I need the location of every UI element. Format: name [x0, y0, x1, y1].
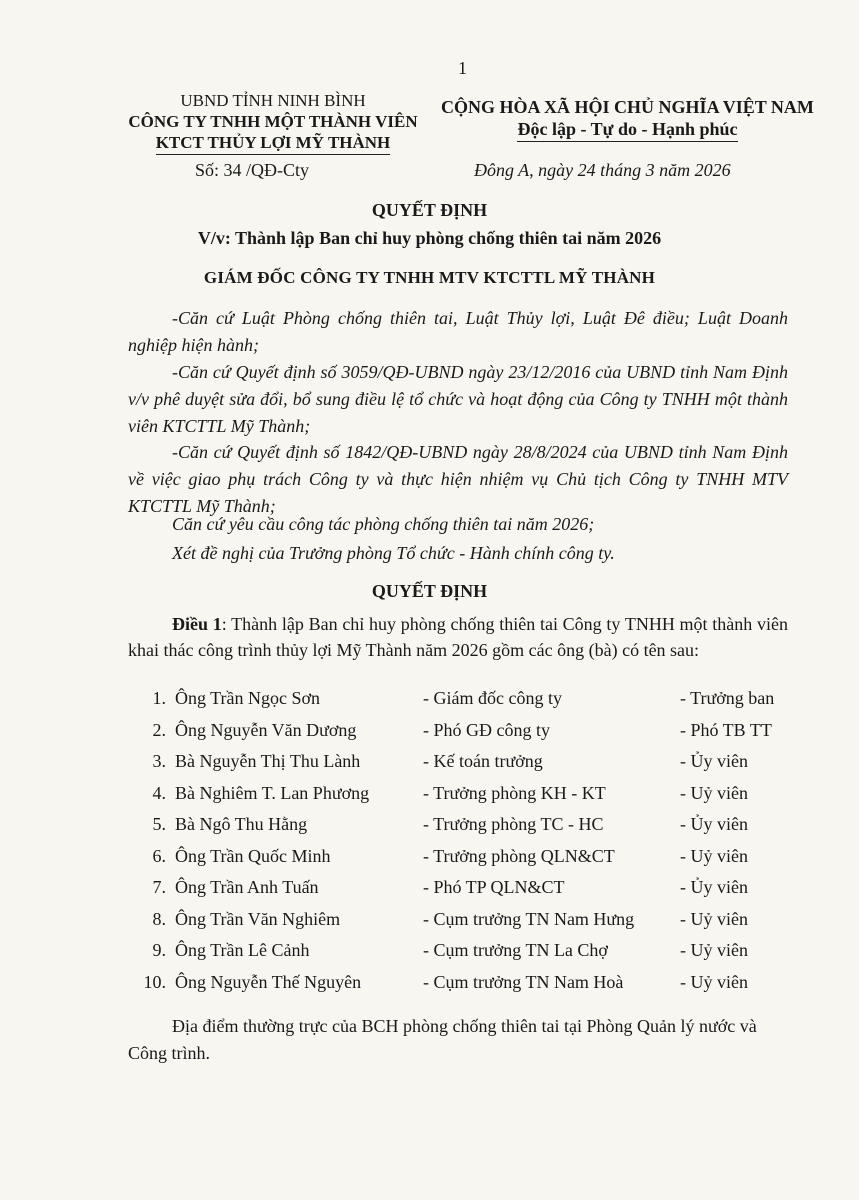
member-row — [128, 751, 828, 783]
member-number: 6. — [152, 845, 166, 866]
issuer-company-line2: KTCT THỦY LỢI MỸ THÀNH — [156, 132, 391, 155]
member-name: Ông Trần Văn Nghiêm — [175, 908, 341, 929]
member-name: Ông Trần Quốc Minh — [175, 845, 331, 866]
member-name: Ông Nguyễn Thế Nguyên — [175, 971, 362, 992]
legal-basis-1: -Căn cứ Luật Phòng chống thiên tai, Luật Thủy lợi, Luật Đê điều; Luật Doanh nghiệp hiện hành; — [128, 308, 788, 355]
member-position: - Uỷ viên — [680, 971, 748, 992]
member-number: 3. — [152, 751, 166, 771]
article-1-text: : Thành lập Ban chỉ huy phòng chống thiên tai Công ty TNHH một thành viên khai thác công trình thủy lợi Mỹ Thành năm 2026 gồm các ông (bà) có tên sau: — [128, 614, 788, 660]
member-number: 8. — [152, 908, 166, 929]
member-position: - Uỷ viên — [680, 845, 748, 866]
closing-paragraph: Địa điểm thường trực của BCH phòng chống thiên tai tại Phòng Quản lý nước và Công trình. — [128, 1016, 757, 1063]
member-role: - Giám đốc công ty — [423, 688, 562, 708]
document-title: QUYẾT ĐỊNH — [371, 200, 488, 220]
member-position: - Uỷ viên — [680, 940, 748, 960]
member-number: 7. — [152, 877, 166, 897]
member-number: 9. — [152, 940, 166, 960]
national-header — [430, 96, 825, 142]
issuer-header — [118, 90, 428, 155]
member-row — [128, 972, 828, 1004]
member-name: Ông Trần Anh Tuấn — [175, 877, 319, 897]
member-name: Ông Nguyễn Văn Dương — [175, 719, 357, 740]
member-number: 10. — [143, 971, 166, 992]
issuer-parent-agency: UBND TỈNH NINH BÌNH — [180, 91, 366, 110]
member-name: Ông Trần Lê Cảnh — [175, 940, 310, 960]
member-position: - Ủy viên — [680, 814, 748, 834]
member-role: - Phó TP QLN&CT — [423, 877, 565, 897]
member-position: - Uỷ viên — [680, 782, 748, 803]
member-row — [128, 783, 828, 815]
member-row — [128, 688, 828, 720]
member-number: 5. — [152, 814, 166, 834]
member-role: - Trưởng phòng KH - KT — [423, 782, 606, 803]
member-row — [128, 877, 828, 909]
member-position: - Phó TB TT — [680, 719, 772, 740]
member-row — [128, 720, 828, 752]
member-role: - Cụm trưởng TN Nam Hoà — [423, 971, 624, 992]
member-row — [128, 814, 828, 846]
member-row — [128, 940, 828, 972]
member-name: Bà Nghiêm T. Lan Phương — [175, 782, 370, 803]
legal-basis-5: Xét đề nghị của Trưởng phòng Tổ chức - Hành chính công ty. — [172, 543, 615, 563]
legal-basis-3: -Căn cứ Quyết định số 1842/QĐ-UBND ngày 28/8/2024 của UBND tỉnh Nam Định về việc giao phụ trách Công ty và thực hiện nhiệm vụ Chủ tịch Công ty TNHH MTV KTCTTL Mỹ Thành; — [128, 442, 788, 516]
member-number: 1. — [152, 688, 166, 708]
member-position: - Ủy viên — [680, 877, 748, 897]
member-row — [128, 909, 828, 941]
document-subject: V/v: Thành lập Ban chỉ huy phòng chống thiên tai năm 2026 — [197, 228, 662, 248]
member-role: - Cụm trưởng TN Nam Hưng — [423, 908, 635, 929]
member-role: - Trưởng phòng QLN&CT — [423, 845, 615, 866]
issuing-authority: GIÁM ĐỐC CÔNG TY TNHH MTV KTCTTL MỸ THÀNH — [203, 268, 656, 287]
place-date: Đông A, ngày 24 tháng 3 năm 2026 — [474, 160, 731, 180]
member-role: - Cụm trưởng TN La Chợ — [423, 940, 608, 960]
member-number: 2. — [152, 719, 166, 740]
member-role: - Trưởng phòng TC - HC — [423, 814, 604, 834]
national-motto: Độc lập - Tự do - Hạnh phúc — [517, 118, 737, 142]
legal-basis-4: Căn cứ yêu cầu công tác phòng chống thiên tai năm 2026; — [172, 514, 595, 534]
member-list — [128, 688, 828, 1003]
decision-heading: QUYẾT ĐỊNH — [371, 581, 488, 601]
member-name: Ông Trần Ngọc Sơn — [175, 688, 321, 708]
document-number: Số: 34 /QĐ-Cty — [195, 160, 310, 180]
member-position: - Ủy viên — [680, 751, 748, 771]
member-row — [128, 846, 828, 878]
member-position: - Trưởng ban — [680, 688, 775, 708]
member-number: 4. — [152, 782, 166, 803]
member-role: - Kế toán trưởng — [423, 751, 543, 771]
member-name: Bà Nguyễn Thị Thu Lành — [175, 751, 361, 771]
article-1-label: Điều 1 — [172, 614, 222, 634]
member-position: - Uỷ viên — [680, 908, 748, 929]
member-name: Bà Ngô Thu Hằng — [175, 814, 308, 834]
issuer-company-line1: CÔNG TY TNHH MỘT THÀNH VIÊN — [128, 112, 418, 131]
article-1 — [128, 611, 788, 663]
legal-basis-2: -Căn cứ Quyết định số 3059/QĐ-UBND ngày 23/12/2016 của UBND tỉnh Nam Định v/v phê duyệt sửa đổi, bổ sung điều lệ tổ chức và hoạt động của Công ty TNHH một thành viên KTCTTL Mỹ Thành; — [128, 362, 788, 436]
national-title: CỘNG HÒA XÃ HỘI CHỦ NGHĨA VIỆT NAM — [441, 97, 814, 117]
member-role: - Phó GĐ công ty — [423, 719, 550, 740]
page-number: 1 — [458, 58, 467, 78]
